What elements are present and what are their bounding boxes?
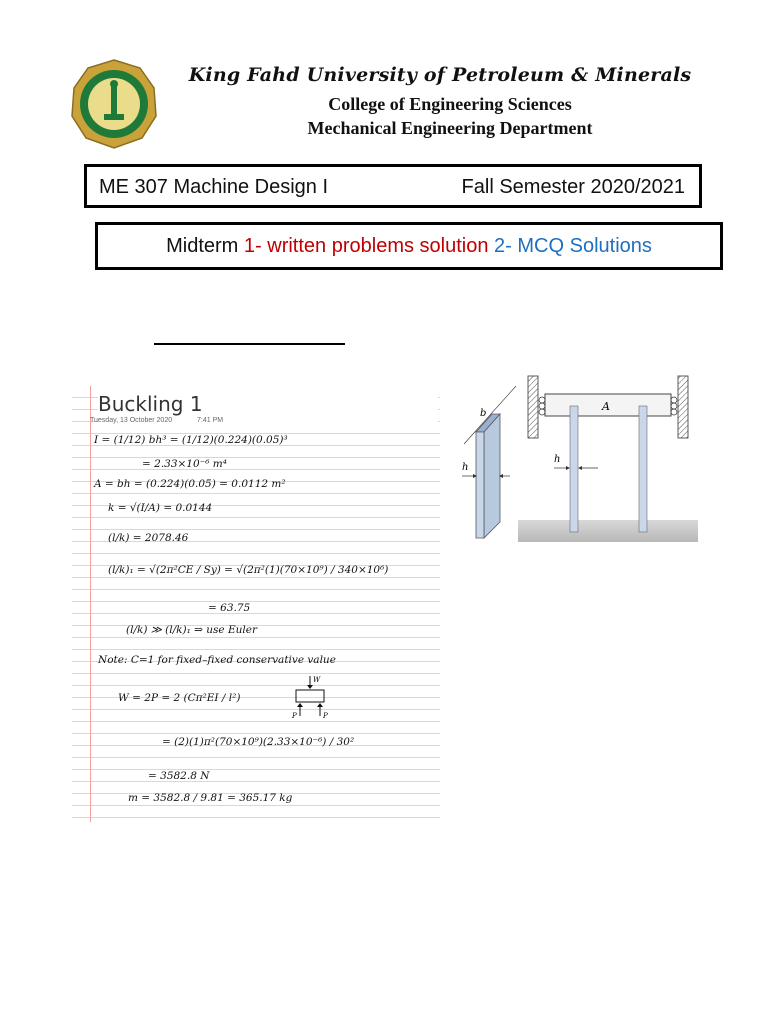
- label-h-column: h: [554, 454, 561, 465]
- note-line: (l/k) ≫ (l/k)₁ ⇒ use Euler: [126, 624, 257, 636]
- note-line: m = 3582.8 / 9.81 = 365.17 kg: [128, 792, 293, 804]
- note-line: = 2.33×10⁻⁶ m⁴: [142, 458, 227, 470]
- course-title: ME 307 Machine Design I: [99, 176, 329, 198]
- notes-date: Tuesday, 13 October 2020: [90, 417, 173, 424]
- part2-number: 2-: [494, 235, 512, 257]
- note-line: (l/k)₁ = √(2π²CE / Sy) = √(2π²(1)(70×10⁹) / 340×10⁶): [108, 564, 389, 576]
- note-line: = 3582.8 N: [148, 770, 210, 782]
- part2-text: MCQ Solutions: [511, 235, 652, 257]
- note-line: I = (1/12) bh³ = (1/12)(0.224)(0.05)³: [94, 434, 288, 446]
- note-line: k = √(I/A) = 0.0144: [108, 502, 213, 514]
- part1-number: 1-: [243, 235, 262, 257]
- note-line: W = 2P = 2 (Cπ²EI / l²): [118, 692, 241, 704]
- midterm-box: [95, 222, 723, 270]
- university-logo-icon: [70, 58, 158, 150]
- notes-time: 7:41 PM: [197, 417, 224, 424]
- note-line: (l/k) = 2078.46: [108, 532, 189, 544]
- column-diagram: [458, 372, 702, 544]
- semester-label: Fall Semester 2020/2021: [461, 176, 685, 198]
- fbd-load-label: W: [313, 676, 321, 684]
- free-body-sketch-icon: [290, 674, 332, 720]
- label-b: b: [480, 408, 487, 419]
- note-line: Note: C=1 for fixed–fixed conservative value: [98, 654, 336, 666]
- note-line: A = bh = (0.224)(0.05) = 0.0112 m²: [94, 478, 286, 490]
- part1-text: written problems solution: [261, 235, 495, 257]
- notes-title: Buckling 1: [98, 392, 203, 416]
- university-name: King Fahd University of Petroleum & Minerals: [188, 64, 692, 86]
- label-a: A: [602, 400, 610, 413]
- college-name: College of Engineering Sciences: [328, 94, 572, 114]
- fbd-reaction-left: P: [292, 712, 297, 720]
- label-h-left: h: [462, 462, 469, 473]
- underline-divider: [154, 343, 345, 345]
- handwritten-notes: [72, 386, 440, 822]
- note-line: = (2)(1)π²(70×10⁹)(2.33×10⁻⁶) / 30²: [162, 736, 355, 748]
- fbd-reaction-right: P: [323, 712, 328, 720]
- note-line: = 63.75: [208, 602, 251, 614]
- midterm-prefix: Midterm: [166, 235, 244, 257]
- notebook-margin: [90, 386, 91, 822]
- department-name: Mechanical Engineering Department: [307, 118, 593, 138]
- course-box: [84, 164, 702, 208]
